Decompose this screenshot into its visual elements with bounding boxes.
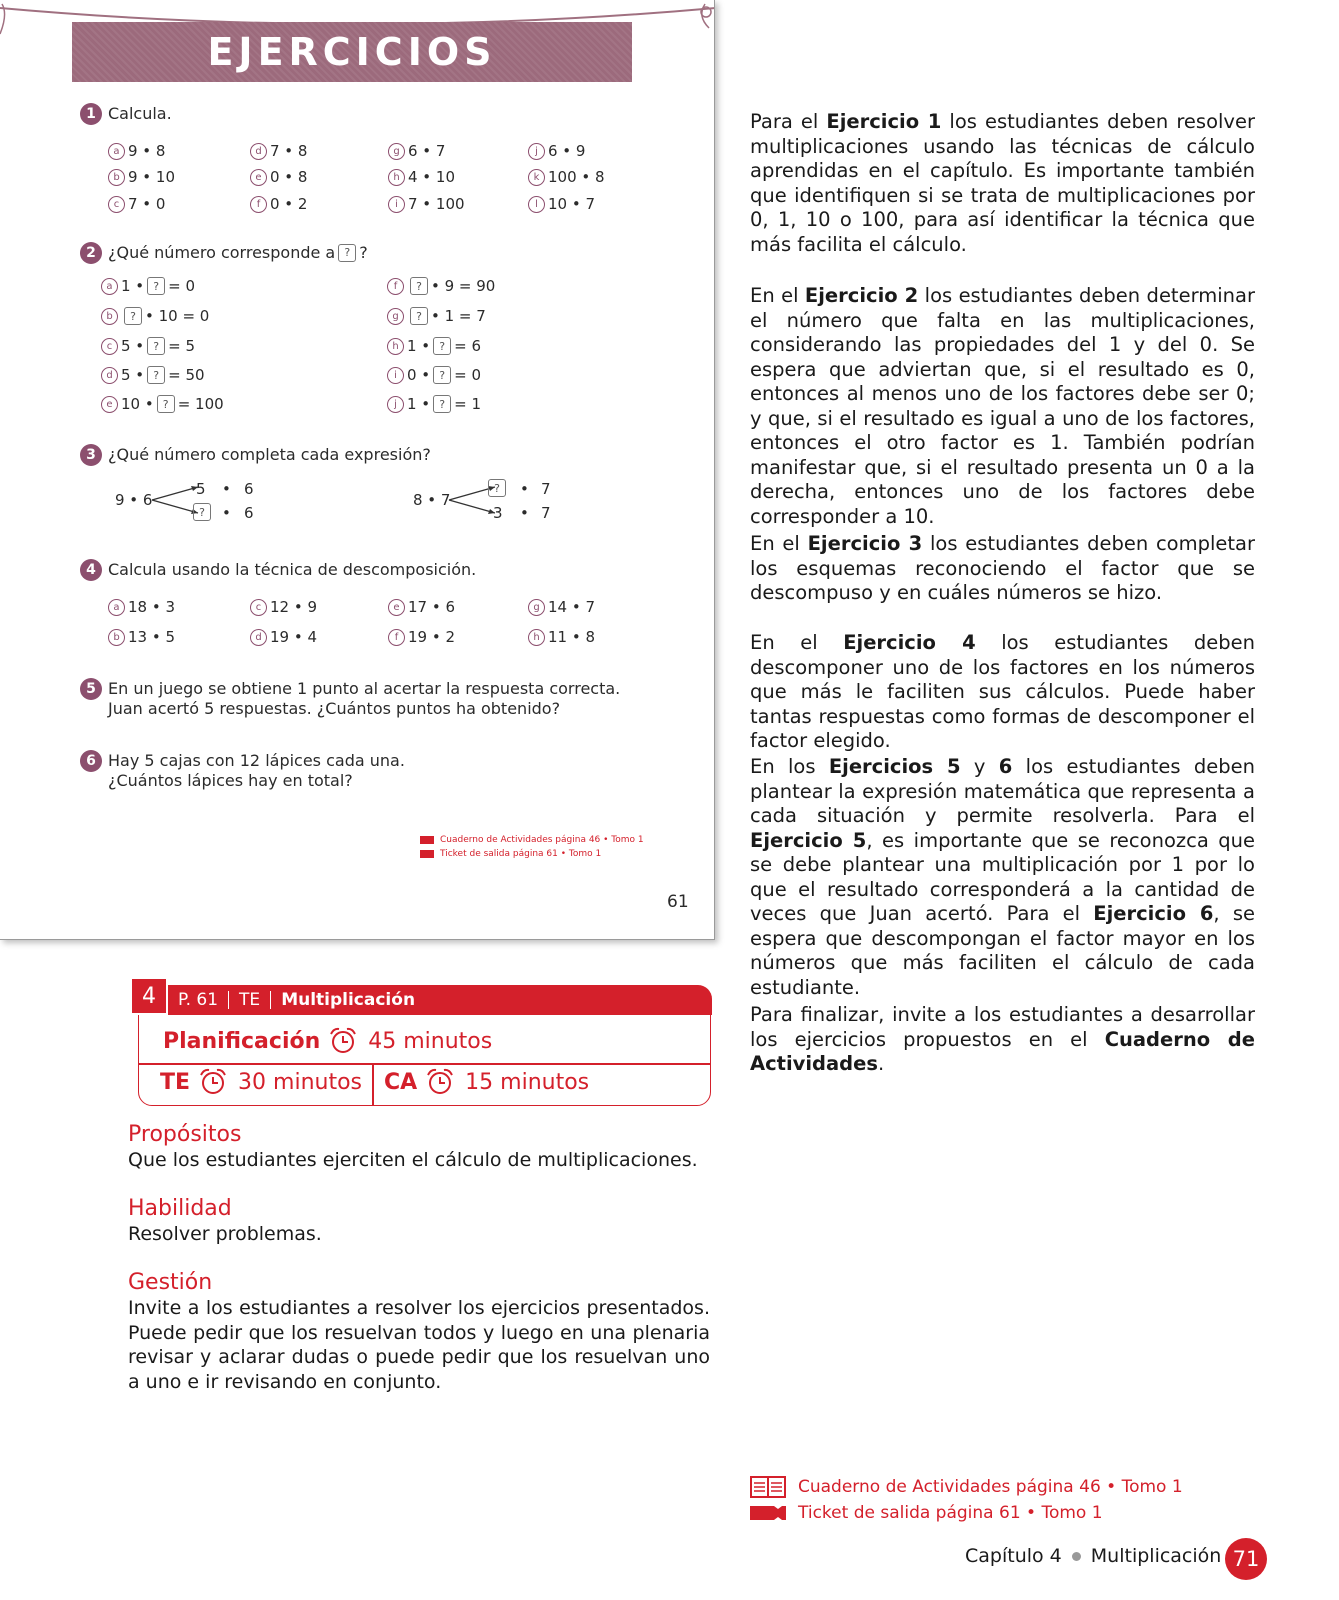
item-expression: 7 • 100 [408, 195, 465, 213]
propositos-text: Que los estudiantes ejerciten el cálculo de multiplicaciones. [128, 1149, 698, 1171]
planning-header [130, 985, 712, 1015]
item-letter: e [101, 396, 118, 413]
diagram-right-bottom-a: 3 [493, 504, 503, 522]
paragraph-finalizar [750, 1003, 1255, 1077]
blank-box: ? [410, 307, 428, 325]
item-expression: 14 • 7 [548, 598, 596, 616]
item-expression: 13 • 5 [128, 628, 176, 646]
paragraph-text: En los [750, 755, 829, 778]
diagram-left-top-b: 6 [244, 480, 254, 498]
planificacion-row [163, 1027, 492, 1055]
bold-term: Ejercicio 6 [1093, 902, 1214, 925]
item-expression: • 9 = 90 [431, 277, 496, 295]
item-letter: c [108, 196, 125, 213]
item-expression: 0 • 2 [270, 195, 308, 213]
te-row [160, 1068, 362, 1096]
bold-term: Ejercicio 1 [826, 110, 942, 133]
item-letter: g [388, 143, 405, 160]
exercise-1-item [528, 195, 595, 213]
item-expression: • 10 = 0 [145, 307, 210, 325]
blank-box: ? [338, 244, 356, 262]
paragraph-text: . [877, 1052, 885, 1075]
exercise-2-item [101, 395, 224, 413]
item-letter: e [250, 169, 267, 186]
banner-title: EJERCICIOS [207, 30, 497, 74]
student-ref-cuaderno [420, 835, 644, 845]
item-expression: 1 • [407, 395, 431, 413]
paragraph-text: Para finalizar, invite a los estudiantes a desarrollar los ejercicios propuestos en el [750, 1003, 1255, 1051]
paragraph-text: , es importante que se reconozca que se debe plantear una multiplicación por 1 por lo que el resultado corresponderá a la cantidad de veces que Juan acertó. Para el [750, 828, 1255, 925]
exercise-2-item [387, 307, 486, 325]
item-letter: f [387, 278, 404, 295]
item-letter: j [387, 396, 404, 413]
exercise-1-item [250, 195, 307, 213]
diagram-right-top [485, 479, 509, 497]
diagram-right-top-b: 7 [541, 480, 551, 498]
item-expression: 5 • [121, 337, 145, 355]
alarm-clock-icon [328, 1027, 358, 1055]
exercise-1-item [250, 168, 307, 186]
exercise-number-1: 1 [80, 103, 102, 125]
exercise-4-item [528, 598, 595, 616]
item-letter: i [388, 196, 405, 213]
exercise-2-item [101, 277, 195, 295]
item-expression: 0 • [407, 366, 431, 384]
exercise-2-item [387, 277, 495, 295]
bold-term: Ejercicio 3 [807, 532, 923, 555]
item-expression: 9 • 10 [128, 168, 176, 186]
paragraph-text: los estudiantes deben plantear la expresión matemática que representa a cada situación y permite resolverla. Para el [750, 755, 1255, 827]
item-letter: a [108, 143, 125, 160]
item-expression: 7 • 0 [128, 195, 166, 213]
exercise-4-item [108, 598, 175, 616]
exercise-1-item [528, 142, 585, 160]
exercise-number-6: 6 [80, 750, 102, 772]
item-letter: c [250, 599, 267, 616]
item-letter: d [250, 143, 267, 160]
item-expression: 6 • 7 [408, 142, 446, 160]
ref-cuaderno [750, 1475, 1183, 1499]
planning-divider-v [372, 1063, 374, 1106]
ref-ticket [750, 1503, 1103, 1523]
ref-ticket-text: Ticket de salida página 61 • Tomo 1 [798, 1503, 1103, 1523]
bold-term: Ejercicios 5 [828, 755, 961, 778]
item-expression: = 5 [168, 337, 196, 355]
item-expression: 10 • [121, 395, 154, 413]
chapter-number-badge: 4 [130, 977, 168, 1015]
item-letter: k [528, 169, 545, 186]
exercise-1-item [388, 168, 455, 186]
student-ref-ticket-text: Ticket de salida página 61 • Tomo 1 [440, 849, 602, 859]
diagram-dot: • [222, 504, 231, 522]
alarm-clock-icon [425, 1068, 455, 1096]
blank-box: ? [410, 277, 428, 295]
diagram-dot: • [222, 480, 231, 498]
paragraph-ejercicios-5-6 [750, 755, 1255, 1000]
planificacion-label: Planificación [163, 1028, 321, 1054]
exercise-number-4: 4 [80, 559, 102, 581]
item-letter: l [528, 196, 545, 213]
item-letter: b [108, 629, 125, 646]
exercise-4-item [528, 628, 595, 646]
item-letter: b [101, 308, 118, 325]
exercise-1-item [528, 168, 605, 186]
footer-topic: Multiplicación [1090, 1545, 1222, 1567]
item-expression: 10 • 7 [548, 195, 596, 213]
habilidad-text: Resolver problemas. [128, 1223, 322, 1245]
ticket-icon [420, 850, 434, 858]
exercise-3-prompt: ¿Qué número completa cada expresión? [108, 445, 431, 464]
exercise-1-item [108, 142, 165, 160]
item-letter: g [528, 599, 545, 616]
alarm-clock-icon [198, 1068, 228, 1096]
exercises-banner [72, 22, 632, 82]
item-letter: f [388, 629, 405, 646]
student-ref-ticket [420, 849, 601, 859]
exercise-number-5: 5 [80, 678, 102, 700]
footer-dot [1072, 1552, 1081, 1561]
exercise-2-prompt [108, 243, 368, 262]
diagram-right-expression: 8 • 7 [413, 491, 451, 509]
diagram-left-bottom-b: 6 [244, 504, 254, 522]
diagram-left-top-a: 5 [196, 480, 206, 498]
paragraph-text: los estudiantes deben completar los esquemas reconociendo el factor que se descompuso y en cuáles números se hizo. [750, 532, 1255, 604]
item-expression: 19 • 2 [408, 628, 456, 646]
item-letter: d [101, 367, 118, 384]
header-te: TE [229, 991, 271, 1009]
paragraph-ejercicio-1 [750, 110, 1255, 257]
exercise-2-prompt-text: ¿Qué número corresponde a [108, 243, 336, 262]
item-letter: a [101, 278, 118, 295]
exercise-2-item [387, 366, 481, 384]
exercise-2-item [101, 337, 195, 355]
item-expression: = 100 [177, 395, 224, 413]
diagram-right-bottom-b: 7 [541, 504, 551, 522]
item-letter: i [387, 367, 404, 384]
paragraph-text: los estudiantes deben resolver multiplicaciones usando las técnicas de cálculo aprendidas en el capítulo. Es importante también que identifiquen si se trata de multiplicaciones por 0, 1, 10 o 100, para así identificar la técnica que más facilita el cálculo. [750, 110, 1255, 256]
exercise-5-line-2: Juan acertó 5 respuestas. ¿Cuántos puntos ha obtenido? [108, 699, 561, 718]
item-expression: 7 • 8 [270, 142, 308, 160]
paragraph-text: los estudiantes deben descomponer uno de los factores en los números que más le faciliten sus cálculos. Puede haber tantas respuestas como formas de descomponer el factor elegido. [750, 631, 1255, 752]
ca-label: CA [384, 1069, 418, 1095]
ca-row [384, 1068, 589, 1096]
exercise-2-item [101, 366, 205, 384]
exercise-6-line-2: ¿Cuántos lápices hay en total? [108, 771, 353, 790]
page-number-badge: 71 [1225, 1538, 1267, 1580]
paragraph-text: y [960, 755, 999, 778]
item-expression: • 1 = 7 [431, 307, 486, 325]
paragraph-text: En el [750, 631, 844, 654]
item-expression: 18 • 3 [128, 598, 176, 616]
paragraph-ejercicio-3 [750, 532, 1255, 606]
item-expression: = 6 [454, 337, 482, 355]
item-letter: e [388, 599, 405, 616]
item-expression: = 0 [168, 277, 196, 295]
exercise-1-item [108, 168, 175, 186]
item-expression: 0 • 8 [270, 168, 308, 186]
exercise-5-line-1: En un juego se obtiene 1 punto al acertar la respuesta correcta. [108, 679, 621, 698]
item-letter: b [108, 169, 125, 186]
diagram-dot: • [520, 504, 529, 522]
ca-time: 15 minutos [465, 1069, 590, 1095]
item-expression: = 0 [454, 366, 482, 384]
item-letter: h [388, 169, 405, 186]
gestion-text: Invite a los estudiantes a resolver los ejercicios presentados. Puede pedir que los resuelvan todos y luego en una plenaria revisar y aclarar dudas o puede pedir que los resuelvan uno a uno e ir revisando en conjunto. [128, 1297, 710, 1393]
item-letter: d [250, 629, 267, 646]
exercise-number-2: 2 [80, 242, 102, 264]
propositos-title: Propósitos [128, 1122, 242, 1147]
item-expression: = 1 [454, 395, 482, 413]
blank-box: ? [147, 277, 165, 295]
item-expression: 17 • 6 [408, 598, 456, 616]
exercise-4-prompt: Calcula usando la técnica de descomposición. [108, 560, 477, 579]
exercise-1-prompt: Calcula. [108, 104, 172, 123]
gestion-title: Gestión [128, 1270, 213, 1295]
diagram-dot: • [520, 480, 529, 498]
exercise-2-item [387, 337, 481, 355]
exercise-4-item [388, 598, 455, 616]
exercise-2-item [387, 395, 481, 413]
header-topic: Multiplicación [281, 990, 416, 1010]
item-expression: 100 • 8 [548, 168, 605, 186]
item-expression: 4 • 10 [408, 168, 456, 186]
exercise-4-item [108, 628, 175, 646]
exercise-4-item [250, 628, 317, 646]
bold-term: Cuaderno de Actividades [750, 1027, 1255, 1075]
item-letter: h [387, 338, 404, 355]
exercise-1-item [388, 195, 465, 213]
exercise-2-item [101, 307, 209, 325]
bold-term: Ejercicio 4 [843, 631, 976, 654]
item-expression: 1 • [407, 337, 431, 355]
exercise-number-3: 3 [80, 444, 102, 466]
planning-divider-h [138, 1063, 711, 1065]
item-letter: a [108, 599, 125, 616]
item-expression: 12 • 9 [270, 598, 318, 616]
exercise-1-item [250, 142, 307, 160]
blank-box: ? [157, 395, 175, 413]
ticket-icon [750, 1504, 786, 1522]
habilidad-title: Habilidad [128, 1196, 232, 1221]
book-icon [750, 1475, 786, 1499]
bold-term: Ejercicio 5 [750, 828, 867, 852]
blank-box: ? [433, 395, 451, 413]
blank-box: ? [488, 479, 506, 497]
item-letter: g [387, 308, 404, 325]
planificacion-time: 45 minutos [368, 1028, 493, 1054]
te-time: 30 minutos [238, 1069, 363, 1095]
page-footer [965, 1545, 1221, 1567]
item-expression: = 50 [168, 366, 205, 384]
paragraph-text: , se espera que descompongan el factor mayor en los números que más faciliten el cálculo de cada estudiante. [750, 902, 1255, 999]
item-letter: f [250, 196, 267, 213]
blank-box: ? [193, 503, 211, 521]
book-icon [420, 836, 434, 844]
blank-box: ? [147, 366, 165, 384]
blank-box: ? [433, 366, 451, 384]
paragraph-ejercicio-2 [750, 284, 1255, 529]
paragraph-ejercicio-4 [750, 631, 1255, 754]
student-ref-cuaderno-text: Cuaderno de Actividades página 46 • Tomo 1 [440, 835, 644, 845]
paragraph-text: los estudiantes deben determinar el número que falta en las multiplicaciones, considerando las propiedades del 1 y del 0. Se espera que adviertan que, si el resultado es 0, entonces al menos uno de los factores debe ser 0; y que, si el resultado es igual a uno de los factores, entonces el otro factor es 1. También podrían manifestar que, si el resultado presenta un 0 a la derecha, entonces uno de los factores debe corresponder a 10. [750, 284, 1255, 528]
diagram-left-bottom [190, 503, 214, 521]
footer-chapter: Capítulo 4 [965, 1545, 1062, 1567]
blank-box: ? [433, 337, 451, 355]
te-label: TE [160, 1069, 191, 1095]
item-letter: h [528, 629, 545, 646]
item-expression: 9 • 8 [128, 142, 166, 160]
bold-term: 6 [998, 755, 1013, 778]
exercise-1-item [388, 142, 445, 160]
diagram-left-expression: 9 • 6 [115, 491, 153, 509]
item-expression: 5 • [121, 366, 145, 384]
exercise-6-line-1: Hay 5 cajas con 12 lápices cada una. [108, 751, 405, 770]
paragraph-text: En el [750, 532, 808, 555]
item-letter: c [101, 338, 118, 355]
header-page: P. 61 [168, 991, 229, 1009]
ref-cuaderno-text: Cuaderno de Actividades página 46 • Tomo 1 [798, 1477, 1183, 1497]
exercise-4-item [250, 598, 317, 616]
item-expression: 19 • 4 [270, 628, 318, 646]
item-expression: 11 • 8 [548, 628, 596, 646]
item-expression: 1 • [121, 277, 145, 295]
student-page-number: 61 [667, 892, 689, 912]
bold-term: Ejercicio 2 [804, 284, 919, 307]
exercise-1-item [108, 195, 165, 213]
student-page-inset [0, 0, 715, 940]
paragraph-text: En el [750, 284, 805, 307]
exercise-4-item [388, 628, 455, 646]
blank-box: ? [147, 337, 165, 355]
exercise-2-prompt-end: ? [359, 243, 368, 262]
item-expression: 6 • 9 [548, 142, 586, 160]
blank-box: ? [124, 307, 142, 325]
paragraph-text: Para el [750, 110, 827, 133]
item-letter: j [528, 143, 545, 160]
